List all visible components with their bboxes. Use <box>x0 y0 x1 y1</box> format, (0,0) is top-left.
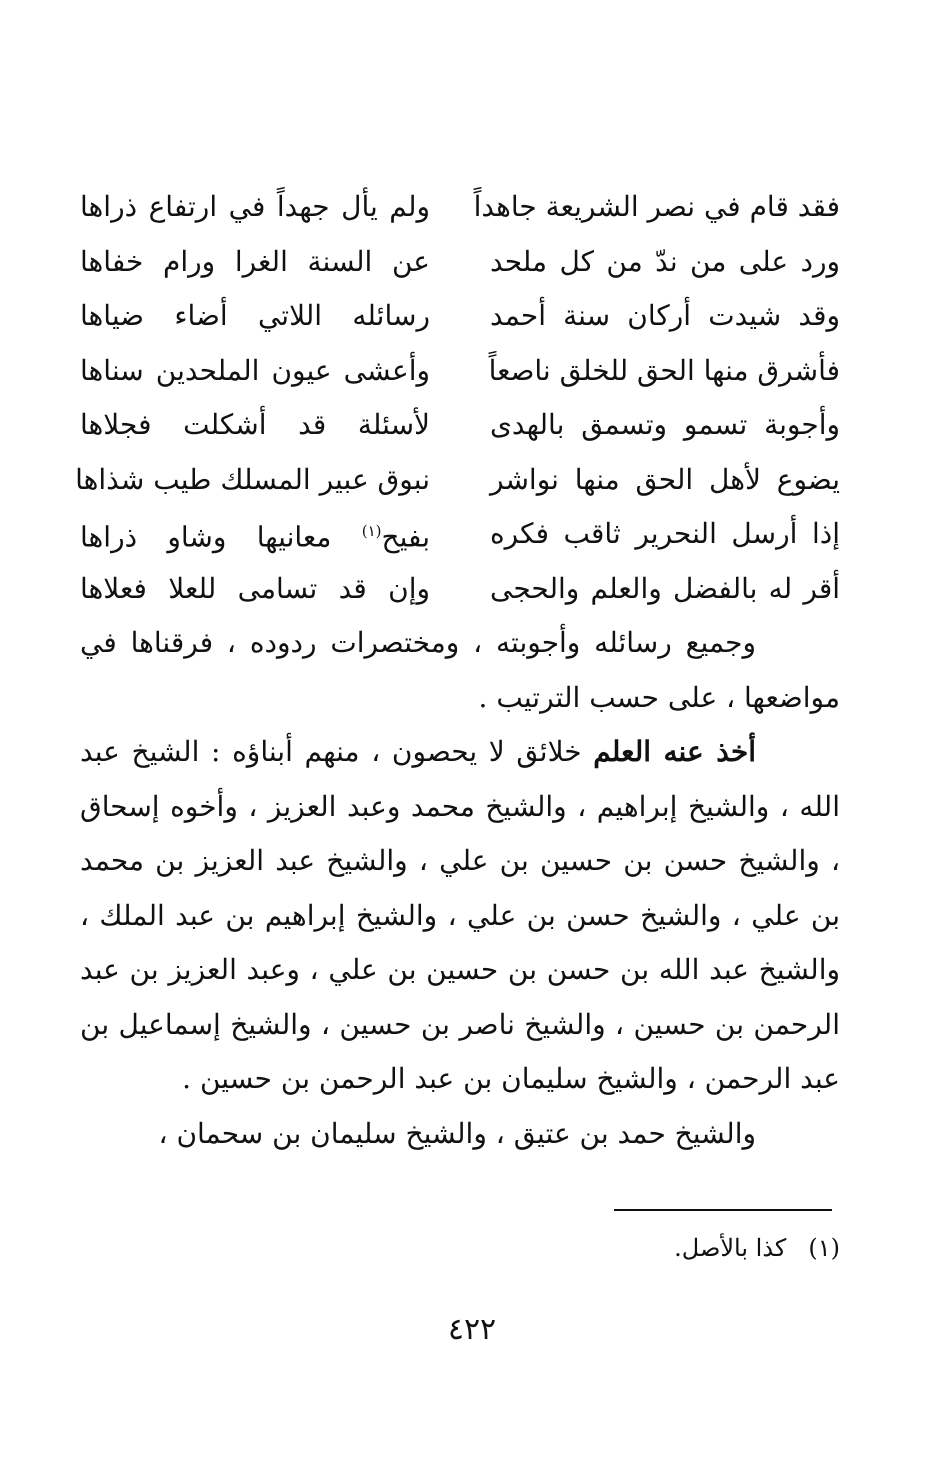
verse-first-hemistich: أقر له بالفضل والعلم والحجى <box>490 571 840 605</box>
verse-first-hemistich: إذا أرسل النحرير ثاقب فكره <box>490 517 840 551</box>
verse-first-hemistich: فأشرق منها الحق للخلق ناصعاً <box>488 353 840 387</box>
verse-first-hemistich: ورد على من ندّ من كل ملحد <box>490 244 840 278</box>
verse-second-hemistich: وأعشى عيون الملحدين سناها <box>80 353 430 387</box>
paragraph-text: خلائق لا يحصون ، منهم أبناؤه : الشيخ عبد الله ، والشيخ إبراهيم ، والشيخ محمد وعبد العزيز ، وأخوه إسحاق ، والشيخ حسن بن حسين بن علي ، والشيخ عبد العزيز بن محمد بن علي ، والشيخ حسن بن علي ، والشيخ إبراهيم بن عبد الملك ، والشيخ عبد الله بن حسن بن حسين بن علي ، وعبد العزيز بن عبد الرحمن بن حسين ، والشيخ ناصر بن حسين ، والشيخ إسماعيل بن عبد الرحمن ، والشيخ سليمان بن عبد الرحمن بن حسين . <box>80 735 840 1095</box>
footnote-number: (١) <box>808 1234 840 1262</box>
verse-first-hemistich: وأجوبة تسمو وتسمق بالهدى <box>490 408 840 442</box>
verse-second-hemistich: نبوق عبير المسلك طيب شذاها <box>75 462 430 496</box>
verse-row <box>80 289 840 344</box>
paragraph <box>80 725 840 1107</box>
verse-row <box>75 453 840 508</box>
paragraph-lead: أخذ عنه العلم <box>593 735 757 768</box>
verse-second-hemistich: لأسئلة قد أشكلت فجلاها <box>80 408 430 442</box>
verse-text: معانيها وشاو ذراها <box>80 520 362 554</box>
paragraph: والشيخ حمد بن عتيق ، والشيخ سليمان بن سحمان ، <box>158 1116 756 1150</box>
verse-row <box>80 398 840 453</box>
verse-row <box>80 507 840 562</box>
footnote-text: كذا بالأصل. <box>674 1234 787 1262</box>
verse-first-hemistich: فقد قام في نصر الشريعة جاهداً <box>473 190 840 224</box>
footnote-divider <box>614 1209 832 1211</box>
footnote-marker: (١) <box>361 522 382 541</box>
page-number: ٤٢٢ <box>447 1312 497 1347</box>
verse-row <box>80 235 840 290</box>
verse-row <box>80 180 840 235</box>
verse-second-hemistich: رسائله اللاتي أضاء ضياها <box>80 299 430 333</box>
poem <box>75 180 840 616</box>
verse-row <box>80 562 840 617</box>
verse-text: بفيح <box>381 520 430 554</box>
footnote <box>500 1228 840 1268</box>
paragraph: وجميع رسائله وأجوبته ، ومختصرات ردوده ، فرقناها في مواضعها ، على حسب الترتيب . <box>80 626 840 714</box>
verse-second-hemistich: ولم يأل جهداً في ارتفاع ذراها <box>80 190 430 224</box>
verse-second-hemistich <box>80 504 430 564</box>
verse-second-hemistich: وإن قد تسامى للعلا فعلاها <box>80 571 430 605</box>
verse-first-hemistich: وقد شيدت أركان سنة أحمد <box>490 299 840 333</box>
prose <box>80 616 840 1161</box>
verse-row <box>80 344 840 399</box>
verse-second-hemistich: عن السنة الغرا ورام خفاها <box>80 244 430 278</box>
verse-first-hemistich: يضوع لأهل الحق منها نواشر <box>490 462 840 496</box>
